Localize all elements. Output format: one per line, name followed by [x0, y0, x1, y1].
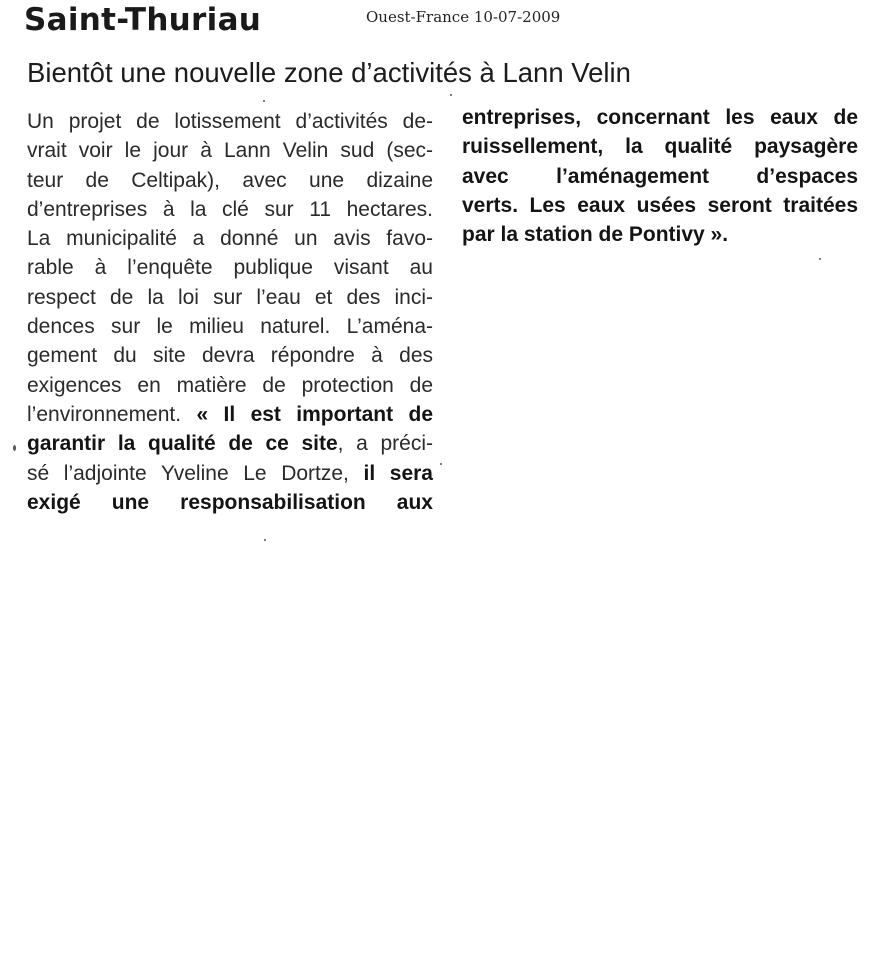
quote-text: il sera — [363, 461, 433, 485]
body-text: l’environnement. — [27, 402, 197, 426]
body-text: Un projet de lotissement d’activités de- — [27, 110, 433, 133]
article-line — [27, 429, 433, 458]
article-line — [27, 400, 433, 429]
scan-speck — [819, 258, 821, 260]
source-dateline: Ouest-France 10-07-2009 — [366, 8, 561, 26]
quote-text: « Il est important de — [196, 402, 434, 426]
article-line — [27, 253, 433, 282]
article-line: entreprises, concernant les eaux de — [462, 106, 858, 129]
article-line: avec l’aménagement d’espaces — [462, 164, 858, 188]
body-text: d’entreprises à la clé sur 11 hectares. — [27, 197, 433, 221]
article-column-left — [27, 107, 433, 517]
article-line — [27, 459, 433, 488]
article-line — [27, 371, 433, 400]
article-line — [27, 136, 433, 165]
scan-speck — [264, 539, 266, 541]
article-line — [27, 488, 433, 517]
scan-speck — [13, 445, 16, 451]
article-line: par la station de Pontivy ». — [462, 223, 729, 247]
body-text: gement du site devra répondre à des — [27, 344, 433, 368]
body-text: rable à l’enquête publique visant au — [27, 256, 433, 280]
article-line — [27, 224, 433, 253]
article-column-right — [462, 103, 858, 249]
body-text: La municipalité a donné un avis favo- — [27, 227, 433, 251]
body-text: dences sur le milieu naturel. L’aména- — [27, 315, 433, 339]
body-text: sé l’adjointe Yveline Le Dortze, — [27, 461, 364, 485]
scan-speck — [440, 463, 442, 465]
locality-title: Saint-Thuriau — [24, 2, 262, 38]
body-text: exigences en matière de protection de — [27, 373, 433, 397]
quote-text: garantir la qualité de ce site — [27, 432, 338, 456]
article-line — [27, 107, 433, 136]
article-line: verts. Les eaux usées seront traitées — [462, 193, 858, 217]
scan-speck — [263, 100, 265, 102]
article-line — [27, 312, 433, 341]
article-line — [27, 166, 433, 195]
body-text: respect de la loi sur l’eau et des inci- — [27, 285, 433, 309]
article-headline: Bientôt une nouvelle zone d’activités à Lann Velin — [27, 57, 631, 88]
body-text: teur de Celtipak), avec une dizaine — [27, 168, 433, 192]
article-line — [27, 283, 433, 312]
article-line — [27, 341, 433, 370]
body-text: , a préci- — [337, 432, 433, 456]
quote-text: exigé une responsabilisation aux — [27, 490, 433, 514]
scan-speck — [450, 94, 452, 96]
body-text: vrait voir le jour à Lann Velin sud (sec- — [27, 139, 433, 163]
article-line: ruissellement, la qualité paysagère — [462, 135, 858, 159]
article-line — [27, 195, 433, 224]
